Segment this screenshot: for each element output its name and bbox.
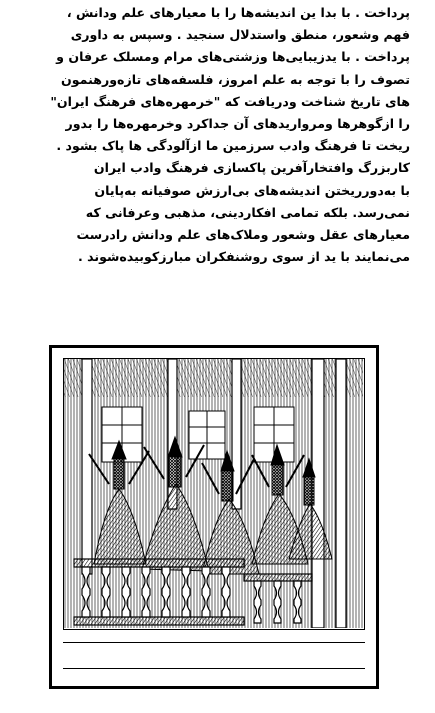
paragraph-line: های تاریخ شناخت ودریافت که "خرمهره‌های فرهنگ ایران" (50, 93, 410, 109)
body-paragraph (28, 2, 410, 268)
paragraph-line: معیارهای عقل وشعور وملاک‌های علم ودانش رادرست (76, 226, 410, 242)
paragraph-line: ریخت تا فرهنگ وادب سرزمین ما ازآلودگی ها پاک بشود . (56, 138, 410, 154)
caption-rule-top (63, 642, 365, 643)
paragraph-line: تصوف را با توجه به علم امروز، فلسفه‌های تازه‌ورهنمون‌ (61, 71, 410, 87)
illustration-frame (49, 345, 379, 689)
paragraph-line: پرداخت . با یدزیبایی‌ها وزشتی‌های مرام ومسلک عرفان و (56, 49, 410, 65)
paragraph-line: کاربزرگ وافتخارآفرین پاکسازی فرهنگ وادب ایران (93, 160, 410, 176)
paragraph-line: را ازگوهرها ومرواریدهای آن جداکرد وخرمهره‌ها را بدور (65, 115, 410, 131)
paragraph-line: با به‌دورریختن اندیشه‌های بی‌ارزش صوفیانه به‌پایان (94, 182, 410, 198)
paragraph-line: پرداخت . با بدا ین اندیشه‌ها را با معیارهای علم ودانش ، (66, 5, 410, 20)
paragraph-line: نمی‌رسد. بلکه تمامی افکاردینی، مذهبی وعرفانی که (85, 204, 410, 220)
engraving-artwork (64, 359, 363, 628)
paragraph-line: فهم وشعور، منطق واستدلال سنجید . وسپس به داوری (70, 27, 410, 43)
caption-rule-bottom (63, 668, 365, 669)
dervish-engraving (63, 358, 365, 630)
paragraph-line: می‌نمایند با ید از سوی روشنفکران مبارزکوبیده‌شوند . (77, 249, 410, 265)
